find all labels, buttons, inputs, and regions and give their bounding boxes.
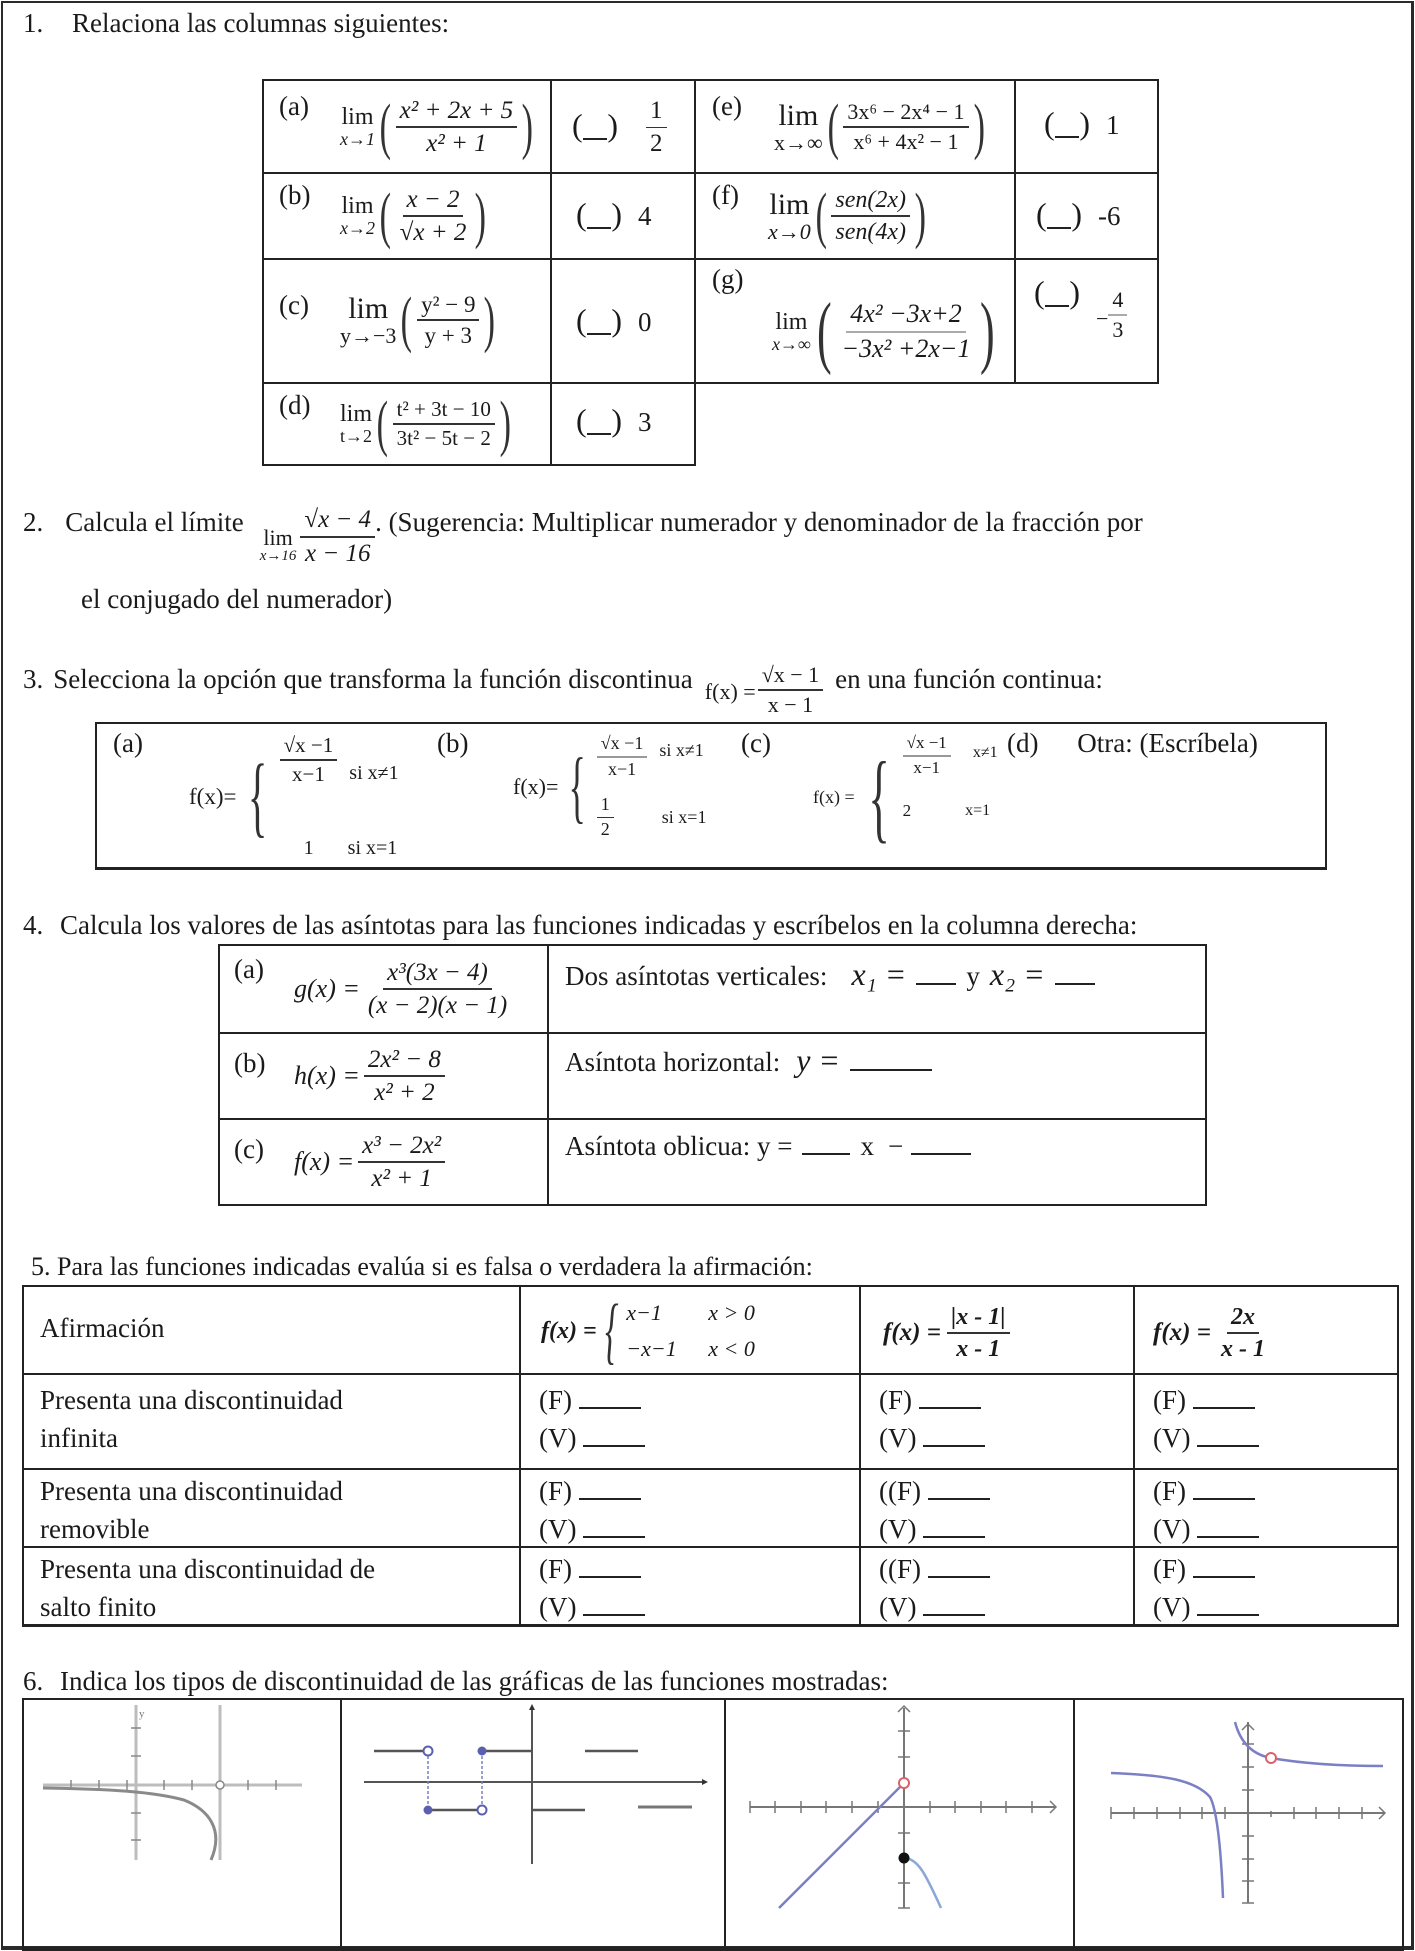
- graph-1: [24, 1700, 342, 1946]
- q5-row-jump: [23, 1547, 1398, 1625]
- q2-question: 2. Calcula el límite lim x→16 $\frac{√x - 4}{x - 16}$ . (Sugerencia: Multiplicar numerador y denominador de la fracción por: [23, 506, 1143, 567]
- open-point: [216, 1781, 224, 1789]
- q1-cell-g: (g) lim x→∞ ( $\frac{\text{4x² −3x+2}}{\text{−3x² +2x−1}}$ ): [695, 259, 1015, 383]
- q1-answer-cell[interactable]: ( ) 4: [551, 173, 695, 259]
- q5-prompt: 5. Para las funciones indicadas evalúa si es falsa o verdadera la afirmación:: [31, 1252, 813, 1281]
- q5-truth-table: [22, 1285, 1399, 1627]
- q1-answer-cell[interactable]: ( ) − $\frac{4}{3}$: [1015, 259, 1158, 383]
- q5-choice-cell[interactable]: ((F) (V): [860, 1547, 1134, 1625]
- q5-statement: Presenta una discontinuidad infinita: [23, 1374, 520, 1469]
- intercept-blank[interactable]: [911, 1128, 971, 1155]
- q5-choice-cell[interactable]: (F) (V): [1134, 1547, 1398, 1625]
- q1-cell-d: (d) lim t→2 ( $\frac{\text{t² + 3t − 10}}{\text{3t² − 5t − 2}}$ ): [263, 383, 551, 465]
- q5-statement: Presenta una discontinuidad removible: [23, 1469, 520, 1547]
- q5-choice-cell[interactable]: ((F) (V): [860, 1469, 1134, 1547]
- q5-choice-cell[interactable]: (F) (V): [1134, 1374, 1398, 1469]
- open-point: [478, 1806, 487, 1815]
- q2-number: 2.: [23, 507, 44, 537]
- q5-statement: Presenta una discontinuidad de salto finito: [23, 1547, 520, 1625]
- jump-lines: [428, 1751, 482, 1810]
- x2-blank[interactable]: [1055, 958, 1095, 985]
- q5-choice-cell[interactable]: (F) (V): [520, 1469, 860, 1547]
- q2-line2: el conjugado del numerador): [81, 584, 393, 614]
- line-segment: [779, 1783, 904, 1908]
- q4-asymptote-table: [218, 944, 1207, 1206]
- q1-number: 1.: [23, 8, 44, 38]
- q5-choice-cell[interactable]: (F) (V): [520, 1374, 860, 1469]
- q3-question: 3. Selecciona la opción que transforma la función discontinua f(x) = $\frac{√x - 1}{x - 1}$ en una función continua:: [23, 662, 1103, 718]
- q5-header-fn3: f(x) = $\frac{2x}{x - 1}$: [1134, 1286, 1398, 1374]
- ticks: [750, 1731, 1032, 1908]
- filled-point: [899, 1853, 910, 1864]
- answer-blank[interactable]: [1034, 278, 1080, 310]
- slope-blank[interactable]: [802, 1128, 850, 1155]
- right-branch: [1235, 1722, 1383, 1766]
- open-point: [424, 1747, 433, 1756]
- limit-fraction: $\frac{\text{x² + 2x + 5}}{\text{x² + 1}}$: [396, 97, 517, 158]
- q1-prompt: Relaciona las columnas siguientes:: [72, 8, 450, 38]
- q1-cell-e: (e) lim x→∞ ( $\frac{\text{3x⁶ − 2x⁴ − 1}}{\text{x⁶ + 4x² − 1}}$ ): [695, 80, 1015, 173]
- horizontal-asymptote-blank[interactable]: [850, 1044, 932, 1071]
- q1-answer-cell[interactable]: ( ) 3: [551, 383, 695, 465]
- q1-cell-a: (a) lim x→1 ( $\frac{\text{x² + 2x + 5}}{\text{x² + 1}}$ ): [263, 80, 551, 173]
- filled-point: [478, 1747, 487, 1756]
- q5-header-statement: Afirmación: [23, 1286, 520, 1374]
- q3-option-a[interactable]: (a) f(x)= { $\frac{√x -1}{x-1}$ si x≠1 1 si x=1: [113, 728, 399, 859]
- graph-cell-3: [725, 1699, 1074, 1949]
- q1-cell-b: (b) lim x→2 ( $\frac{x - 2}{√x + 2}$ ): [263, 173, 551, 259]
- q3-option-b[interactable]: (b) f(x)= { $\frac{√x -1}{x-1}$ si x≠1 $\frac{1}{2}$ si x=1: [437, 728, 707, 840]
- q1-answer-cell[interactable]: ( ) 0: [551, 259, 695, 383]
- q4-answer-a[interactable]: Dos asíntotas verticales: x₁ = y x₂ =: [548, 945, 1206, 1033]
- q6-graphs-table: [22, 1698, 1404, 1951]
- graph-cell-4: [1074, 1699, 1403, 1949]
- q5-row-removable: [23, 1469, 1398, 1547]
- limit-operator: lim x→1: [340, 103, 375, 150]
- q1-answer-cell[interactable]: ( ) $\frac{1}{2}$: [551, 80, 695, 173]
- q1-heading: [23, 7, 449, 39]
- ticks: [1111, 1744, 1362, 1903]
- q5-row-infinite: [23, 1374, 1398, 1469]
- q5-header-fn2: f(x) = $\frac{|x - 1|}{x - 1}$: [860, 1286, 1134, 1374]
- y-axis-label: y: [139, 1708, 145, 1720]
- q5-choice-cell[interactable]: (F) (V): [860, 1374, 1134, 1469]
- graph-cell-1: [23, 1699, 341, 1949]
- graph-2: [342, 1700, 726, 1946]
- q4-answer-b[interactable]: Asíntota horizontal: y =: [548, 1033, 1206, 1119]
- q5-choice-cell[interactable]: (F) (V): [520, 1547, 860, 1625]
- graph-cell-2: [341, 1699, 725, 1949]
- filled-point: [424, 1806, 433, 1815]
- answer-blank[interactable]: [1036, 200, 1082, 232]
- answer-blank[interactable]: [576, 406, 622, 438]
- graph-4: [1075, 1700, 1404, 1946]
- answer-blank[interactable]: [1044, 109, 1090, 141]
- answer-blank[interactable]: [572, 111, 618, 143]
- q1-cell-c: (c) lim y→−3 ( $\frac{\text{y² − 9}}{y + 3}$ ): [263, 259, 551, 383]
- x1-blank[interactable]: [916, 958, 956, 985]
- q3-options-box: [95, 722, 1327, 870]
- q4-prompt: 4. Calcula los valores de las asíntotas para las funciones indicadas y escríbelos en la columna derecha:: [23, 910, 1138, 940]
- q1-matching-table: [262, 79, 1159, 466]
- answer-blank[interactable]: [576, 306, 622, 338]
- q5-choice-cell[interactable]: (F) (V): [1134, 1469, 1398, 1547]
- q6-prompt: 6. Indica los tipos de discontinuidad de las gráficas de las funciones mostradas:: [23, 1666, 889, 1696]
- q1-answer-cell[interactable]: ( ) 1: [1015, 80, 1158, 173]
- q1-answer-cell[interactable]: ( ) -6: [1015, 173, 1158, 259]
- graph-3: [726, 1700, 1075, 1946]
- q4-function-a: (a) g(x) = $\frac{\text{x³(3x − 4)}}{(x - 2)(x - 1)}$: [219, 945, 548, 1033]
- curve: [43, 1788, 216, 1860]
- q3-option-c[interactable]: (c) f(x) = { $\frac{√x -1}{x-1}$ x≠1 2 x=1: [741, 728, 998, 852]
- open-point: [899, 1778, 909, 1788]
- q5-header-fn1: f(x) = { x−1 x > 0 −x−1 x < 0: [520, 1286, 860, 1374]
- q4-function-c: (c) f(x) = $\frac{\text{x³ − 2x²}}{\text{x² + 1}}$: [219, 1119, 548, 1205]
- open-point: [1266, 1753, 1276, 1763]
- q2-limit: lim x→16: [259, 525, 297, 565]
- left-branch: [1111, 1773, 1223, 1898]
- q3-option-d[interactable]: (d) Otra: (Escríbela): [1007, 728, 1258, 758]
- answer-blank[interactable]: [576, 200, 622, 232]
- worksheet-page: [1, 1, 1414, 1950]
- q4-function-b: (b) h(x) = $\frac{\text{2x² − 8}}{\text{x² + 2}}$: [219, 1033, 548, 1119]
- item-label: (a): [279, 91, 309, 121]
- q4-answer-c[interactable]: Asíntota oblicua: y = x −: [548, 1119, 1206, 1205]
- q1-cell-f: (f) lim x→0 ( $\frac{\text{sen(2x)}}{\text{sen(4x)}}$ ): [695, 173, 1015, 259]
